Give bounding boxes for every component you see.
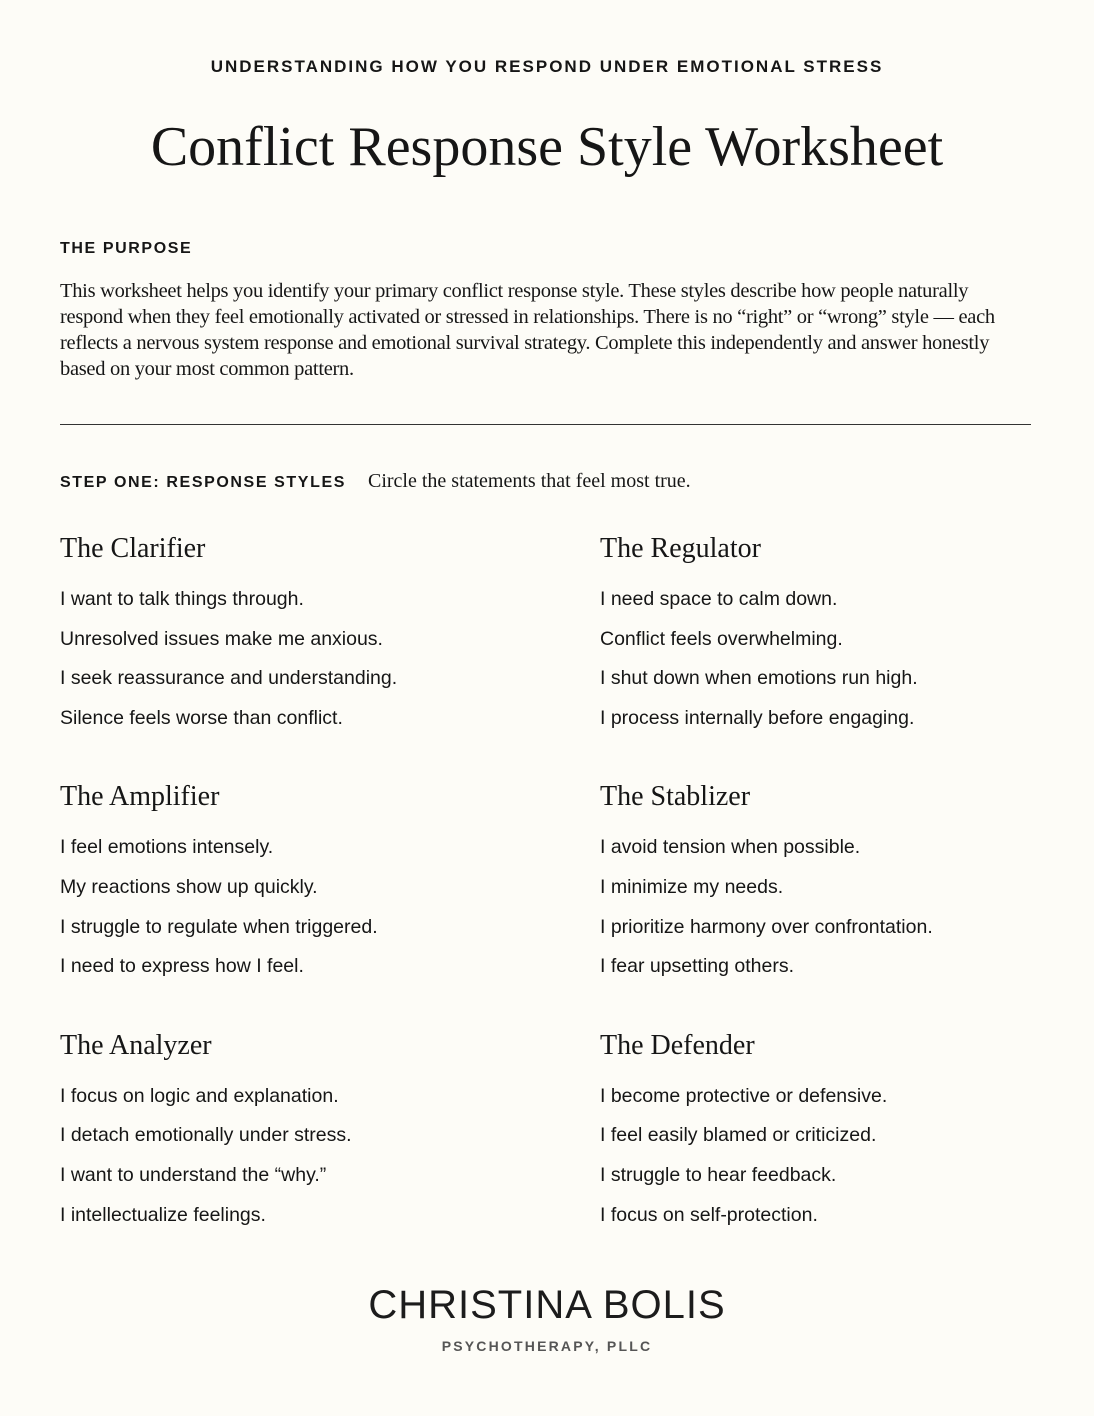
statement-list <box>600 580 1060 738</box>
statement-item[interactable]: I minimize my needs. <box>600 875 784 898</box>
statement-item[interactable]: I want to talk things through. <box>60 588 304 610</box>
style-heading: The Defender <box>600 1029 755 1061</box>
style-heading: The Clarifier <box>60 533 206 564</box>
step-one-instruction: Circle the statements that feel most true. <box>367 470 691 492</box>
statement-item[interactable]: I fear upsetting others. <box>600 955 795 978</box>
style-section <box>60 778 600 986</box>
statement-item[interactable]: I process internally before engaging. <box>600 706 915 729</box>
style-heading: The Analyzer <box>60 1029 212 1061</box>
statement-item[interactable]: My reactions show up quickly. <box>60 875 318 898</box>
statement-list <box>600 1077 1060 1235</box>
statement-item[interactable]: Conflict feels overwhelming. <box>600 627 843 650</box>
statement-list <box>60 1077 600 1235</box>
statement-item[interactable]: I prioritize harmony over confrontation. <box>600 915 933 938</box>
logo-subtitle: PSYCHOTHERAPY, PLLC <box>441 1338 653 1354</box>
statement-item[interactable]: I become protective or defensive. <box>600 1084 888 1107</box>
style-section <box>60 1027 600 1235</box>
statement-item[interactable]: Unresolved issues make me anxious. <box>60 627 383 650</box>
step-one-label: STEP ONE: RESPONSE STYLES <box>60 474 346 491</box>
style-section <box>60 530 600 738</box>
statement-item[interactable]: I struggle to hear feedback. <box>600 1163 837 1186</box>
statement-item[interactable]: I want to understand the “why.” <box>60 1163 327 1186</box>
purpose-heading: THE PURPOSE <box>60 240 193 257</box>
style-section <box>600 778 1060 986</box>
statement-item[interactable]: I focus on logic and explanation. <box>60 1084 339 1107</box>
statement-list <box>60 580 600 738</box>
statement-list <box>60 828 600 986</box>
statement-item[interactable]: I struggle to regulate when triggered. <box>60 915 378 938</box>
style-heading: The Regulator <box>600 533 761 564</box>
styles-grid <box>60 530 1060 1235</box>
page-kicker: UNDERSTANDING HOW YOU RESPOND UNDER EMOTIONAL STRESS <box>210 57 884 76</box>
style-section <box>600 1027 1060 1235</box>
statement-item[interactable]: Silence feels worse than conflict. <box>60 706 343 729</box>
statement-item[interactable]: I avoid tension when possible. <box>600 836 861 859</box>
statement-item[interactable]: I focus on self-protection. <box>600 1203 818 1226</box>
step-one-header <box>60 470 691 493</box>
statement-item[interactable]: I feel easily blamed or criticized. <box>600 1124 877 1147</box>
divider <box>60 424 1031 425</box>
style-heading: The Amplifier <box>60 781 220 813</box>
statement-item[interactable]: I intellectualize feelings. <box>60 1203 266 1226</box>
style-section <box>600 530 1060 738</box>
statement-item[interactable]: I need to express how I feel. <box>60 955 304 978</box>
statement-list <box>600 828 1060 986</box>
statement-item[interactable]: I detach emotionally under stress. <box>60 1124 352 1147</box>
statement-item[interactable]: I shut down when emotions run high. <box>600 667 918 690</box>
style-heading: The Stablizer <box>600 781 751 813</box>
page-title: Conflict Response Style Worksheet <box>150 116 944 178</box>
statement-item[interactable]: I need space to calm down. <box>600 588 838 610</box>
statement-item[interactable]: I seek reassurance and understanding. <box>60 667 398 690</box>
purpose-text: This worksheet helps you identify your primary conflict response style. These styles describe how people naturally respond when they feel emotionally activated or stressed in relationships. There is no “right” or “wrong” style — each reflects a nervous system response and emotional survival strategy. Complete this independently and answer honestly based on your most common pattern. <box>60 280 995 380</box>
logo-name: CHRISTINA BOLIS <box>368 1283 726 1327</box>
statement-item[interactable]: I feel emotions intensely. <box>60 836 274 859</box>
